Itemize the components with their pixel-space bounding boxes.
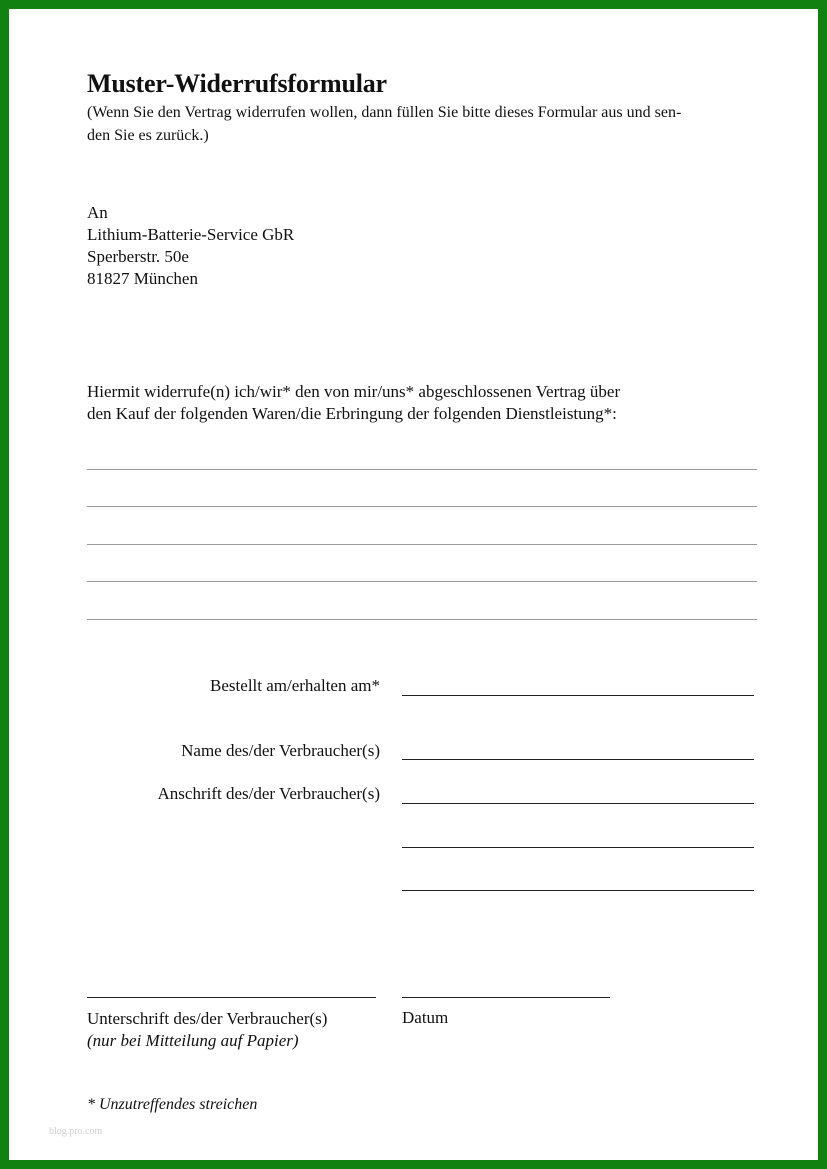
signature-block	[87, 1008, 327, 1052]
signature-label: Unterschrift des/der Verbraucher(s)	[87, 1009, 328, 1028]
recipient-street: Sperberstr. 50e	[87, 247, 189, 266]
goods-line-2[interactable]	[87, 506, 757, 507]
address-label: Anschrift des/der Verbraucher(s)	[157, 784, 380, 803]
subtitle-line-2: den Sie es zurück.)	[87, 127, 209, 144]
date-label: Datum	[402, 1008, 449, 1027]
ordered-field-line[interactable]	[402, 695, 754, 696]
statement-line-2: den Kauf der folgenden Waren/die Erbringung der folgenden Dienstleistung*:	[87, 404, 617, 423]
address-field-line-2[interactable]	[402, 847, 754, 848]
signature-note: (nur bei Mitteilung auf Papier)	[87, 1031, 299, 1050]
date-field-line[interactable]	[402, 997, 610, 998]
recipient-city: 81827 München	[87, 269, 198, 288]
goods-line-4[interactable]	[87, 581, 757, 582]
signature-field-line[interactable]	[87, 997, 376, 998]
name-label: Name des/der Verbraucher(s)	[181, 741, 380, 760]
recipient-to: An	[87, 203, 108, 222]
recipient-address	[87, 202, 294, 290]
subtitle-line-1: (Wenn Sie den Vertrag widerrufen wollen, dann füllen Sie bitte dieses Formular aus und sen-	[87, 104, 682, 121]
address-field-line-1[interactable]	[402, 803, 754, 804]
withdrawal-statement	[87, 381, 620, 425]
footnote: * Unzutreffendes streichen	[87, 1096, 258, 1113]
goods-line-1[interactable]	[87, 469, 757, 470]
form-title: Muster-Widerrufsformular	[87, 69, 387, 98]
goods-line-5[interactable]	[87, 619, 757, 620]
watermark: blog.pro.com	[49, 1126, 103, 1137]
ordered-label: Bestellt am/erhalten am*	[210, 676, 380, 695]
form-subtitle	[87, 101, 681, 147]
goods-line-3[interactable]	[87, 544, 757, 545]
statement-line-1: Hiermit widerrufe(n) ich/wir* den von mir/uns* abgeschlossenen Vertrag über	[87, 382, 621, 401]
recipient-company: Lithium-Batterie-Service GbR	[87, 225, 295, 244]
address-field-line-3[interactable]	[402, 890, 754, 891]
name-field-line[interactable]	[402, 759, 754, 760]
